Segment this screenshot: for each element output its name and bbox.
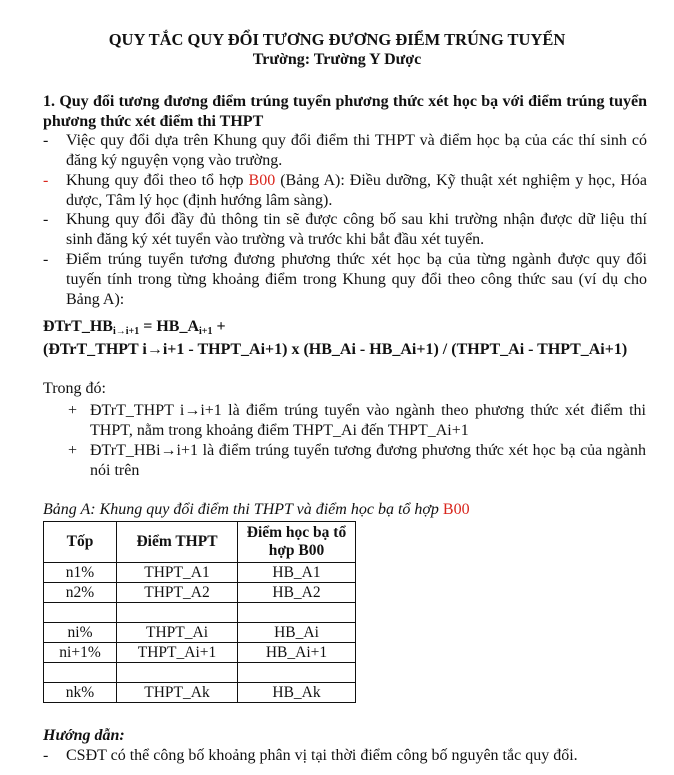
table-row: n2% THPT_A2 HB_A2 — [44, 583, 356, 603]
where-label: Trong đó: — [43, 380, 106, 397]
formula-line-2: (ĐTrT_THPT i→i+1 - THPT_Ai+1) x (HB_Ai - HB_Ai+1) / (THPT_Ai - THPT_Ai+1) — [43, 341, 628, 358]
table-row: nk% THPT_Ak HB_Ak — [44, 683, 356, 703]
formula-line-1: $ĐTrT\_HB_{i\to i+1}$ = $HB\_A_{i+1}$ + — [43, 318, 226, 337]
school-name: Trường: Trường Y Dược — [252, 51, 422, 68]
column-header: Điểm học bạ tổ hợp B00 — [238, 522, 356, 563]
column-header: Điểm THPT — [117, 522, 238, 563]
table-row: ni% THPT_Ai HB_Ai — [44, 623, 356, 643]
table-row — [44, 603, 356, 623]
guide-heading: Hướng dẫn: — [43, 727, 125, 744]
table-caption: Bảng A: Khung quy đổi điểm thi THPT và điểm học bạ tổ hợp B00 — [43, 501, 470, 518]
page-title: QUY TẮC QUY ĐỔI TƯƠNG ĐƯƠNG ĐIỂM TRÚNG TUYỂN — [108, 30, 566, 49]
section-heading: 1. Quy đổi tương đương điểm trúng tuyển phương thức xét học bạ với điểm trúng tuyển phương thức xét điểm thi THPT — [43, 93, 647, 130]
table-row — [44, 663, 356, 683]
column-header: Tốp — [44, 522, 117, 563]
table-row: n1% THPT_A1 HB_A1 — [44, 563, 356, 583]
document-page: QUY TẮC QUY ĐỔI TƯƠNG ĐƯƠNG ĐIỂM TRÚNG TUYỂN Trường: Trường Y Dược 1. Quy đổi tương đương điểm trúng tuyển phương thức xét học bạ với điểm trúng tuyển phương thức xét điểm thi THPT - Việc quy đổi dựa trên Khung quy đổi điểm thi THPT và điểm học bạ của các thí sinh có đăng ký nguyện vọng vào trường. - Khung quy đổi theo tổ hợp B00 (Bảng A): Điều dưỡng, Kỹ thuật xét nghiệm y học, Hóa dược, Tâm lý học (định hướng lâm sàng). - Khung quy đổi đầy đủ thông tin sẽ được công bố sau khi trường nhận được dữ liệu thí sinh đăng ký xét tuyển vào trường và trước khi bắt đầu xét tuyển. - Điểm trúng tuyển tương đương phương thức xét học bạ của từng ngành được quy đổi tuyến tính trong từng khoảng điểm trong Khung quy đổi theo công thức sau (ví dụ cho Bảng A): $ĐTrT\_HB_{i\to i+1}$ = $HB\_A_{i+1}$ + (ĐTrT_THPT i→i+1 - THPT_Ai+1) x (HB_Ai - HB_Ai+1) / (THPT_Ai - THPT_Ai+1) Trong đó: + ĐTrT_THPT i→i+1 là điểm trúng tuyển vào ngành theo phương thức xét điểm thi THPT, nằm trong khoảng điểm THPT_Ai đến THPT_Ai+1 + ĐTrT_HBi→i+1 là điểm trúng tuyển tương đương phương thức xét học bạ của ngành nói trên Bảng A: Khung quy đổi điểm thi THPT và điểm học bạ tổ hợp B00 Tốp Điểm THPT Điểm học bạ tổ hợp B00 n1% THPT_A1 HB_A1 n2% THPT_A2 HB_A2 ni% THPT_Ai HB_Ai ni+1% THPT_Ai+1 HB_Ai+1 nk% THPT_Ak HB_Ak Hướng dẫn: - CSĐT có thể công bố khoảng phân vị tại thời điểm công bố nguyên tắc quy đổi. — [0, 0, 674, 775]
combo-code: B00 — [248, 172, 276, 189]
conversion-table — [43, 521, 356, 703]
table-row: ni+1% THPT_Ai+1 HB_Ai+1 — [44, 643, 356, 663]
